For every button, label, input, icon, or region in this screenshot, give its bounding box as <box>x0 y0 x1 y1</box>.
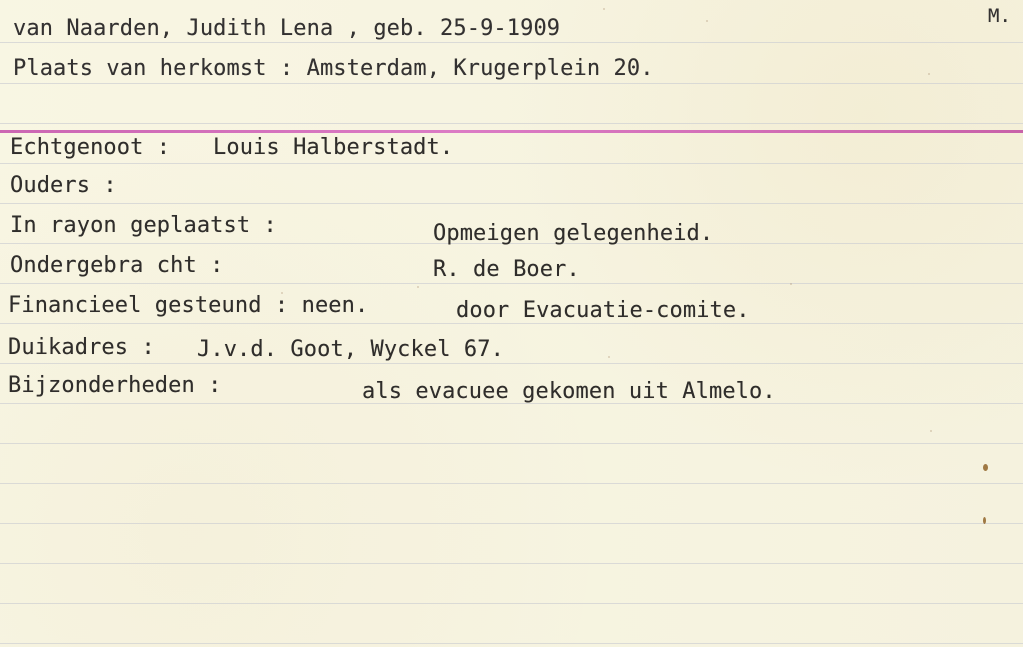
name-birth-line: van Naarden, Judith Lena , geb. 25-9-1909 <box>13 16 561 41</box>
corner-mark: M. <box>988 5 1012 27</box>
particulars-value: als evacuee gekomen uit Almelo. <box>362 379 776 404</box>
hiding-address-label: Duikadres : <box>8 335 155 360</box>
hiding-address-value: J.v.d. Goot, Wyckel 67. <box>197 337 504 362</box>
particulars-label: Bijzonderheden : <box>8 373 222 398</box>
paper-speck <box>706 20 708 22</box>
ink-smudge <box>983 464 988 471</box>
ink-smudge <box>983 517 986 524</box>
ruled-line <box>0 643 1023 644</box>
paper-speck <box>608 356 610 358</box>
ruled-line <box>0 203 1023 204</box>
spouse-value: Louis Halberstadt. <box>213 135 454 160</box>
ruled-line <box>0 563 1023 564</box>
ruled-line <box>0 523 1023 524</box>
ruled-line <box>0 443 1023 444</box>
paper-speck <box>790 283 792 285</box>
paper-speck <box>930 430 932 432</box>
ruled-line <box>0 363 1023 364</box>
ruled-line <box>0 123 1023 124</box>
spouse-label: Echtgenoot : <box>10 135 171 160</box>
origin-line: Plaats van herkomst : Amsterdam, Krugerplein 20. <box>13 56 654 81</box>
district-label: In rayon geplaatst : <box>10 213 277 238</box>
financial-support-value: door Evacuatie-comite. <box>456 298 750 323</box>
red-divider-line <box>0 130 1023 133</box>
housed-value: R. de Boer. <box>433 257 580 282</box>
parents-label: Ouders : <box>10 173 117 198</box>
ruled-line <box>0 42 1023 43</box>
paper-speck <box>603 8 605 10</box>
ruled-line <box>0 83 1023 84</box>
paper-speck <box>928 73 930 75</box>
ruled-line <box>0 483 1023 484</box>
paper-speck <box>417 286 419 288</box>
ruled-line <box>0 283 1023 284</box>
ruled-line <box>0 603 1023 604</box>
ruled-line <box>0 323 1023 324</box>
paper-speck <box>281 292 283 294</box>
ruled-line <box>0 163 1023 164</box>
financial-support-label: Financieel gesteund : neen. <box>8 293 369 318</box>
district-value: Opmeigen gelegenheid. <box>433 221 714 246</box>
housed-label: Ondergebra cht : <box>10 253 224 278</box>
